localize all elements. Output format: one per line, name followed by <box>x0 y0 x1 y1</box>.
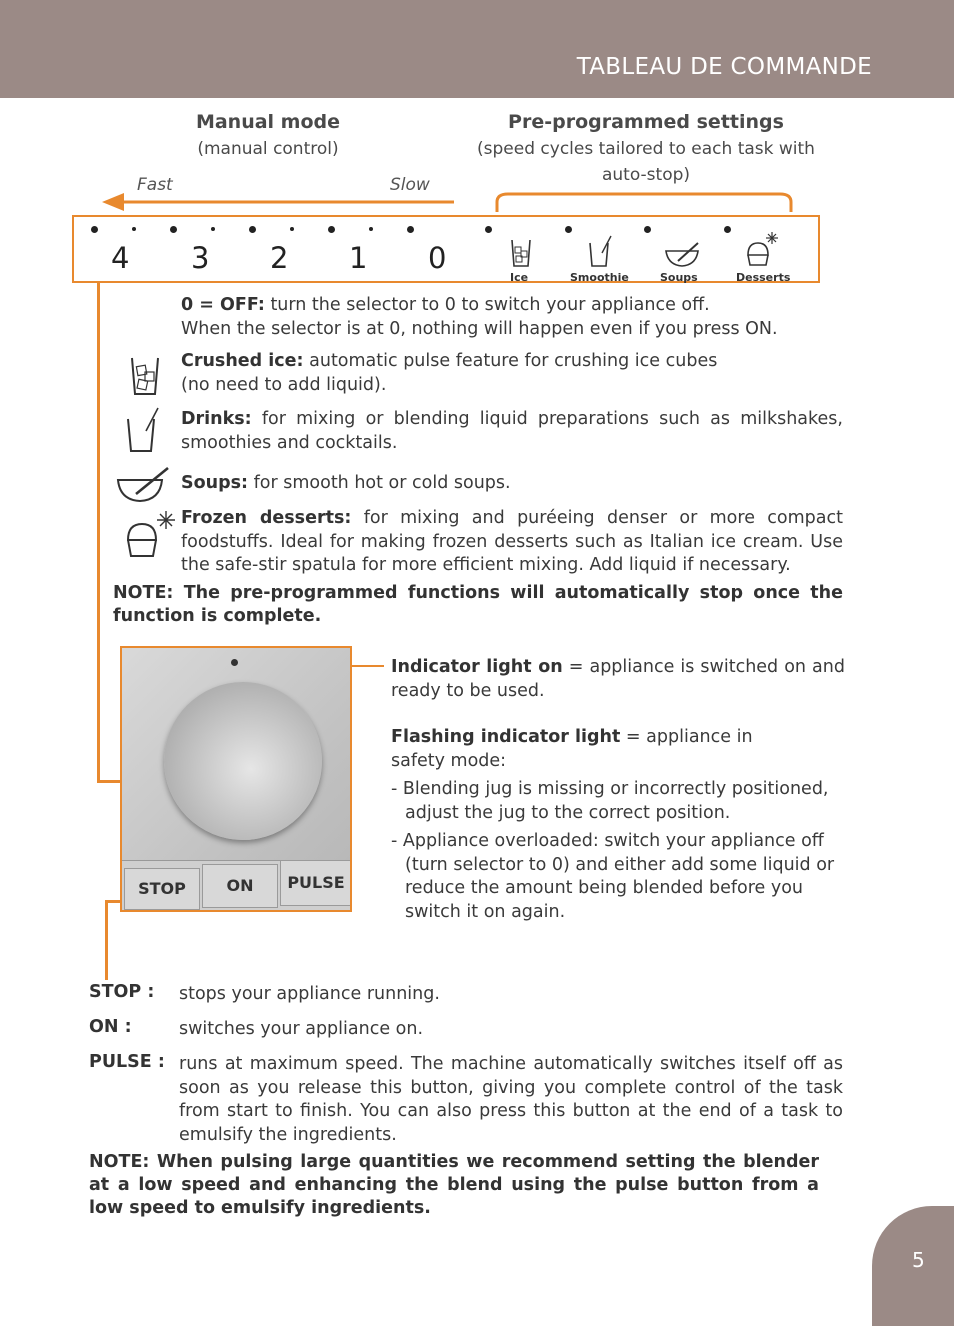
indicator-flash <box>391 726 811 773</box>
indicator-on <box>391 656 845 703</box>
header-bar <box>0 0 954 98</box>
setting-off-text: turn the selector to 0 to switch your appliance off. <box>270 295 710 315</box>
setting-drinks-text: for mixing or blending liquid preparations such as milkshakes, smoothies and cocktails. <box>181 409 843 453</box>
connector-line <box>97 283 100 782</box>
dot-large <box>249 226 256 233</box>
pulse-text: runs at maximum speed. The machine automatically switches itself off as soon as you release this button, giving you complete control of the task from start to finish. You can also press this button at the end of a task to emulsify the ingredients. <box>179 1054 843 1145</box>
ice-icon <box>509 237 533 269</box>
setting-ice <box>181 350 841 397</box>
indicator-on-text: = appliance is switched on and ready to be used. <box>391 657 845 701</box>
indicator-flash-text: = appliance in safety mode: <box>391 727 753 771</box>
panel-pulse-button[interactable]: PULSE <box>280 860 352 906</box>
setting-off-label: 0 = OFF: <box>181 295 265 315</box>
selector-knob[interactable] <box>164 682 322 840</box>
soup-bowl-icon <box>116 466 170 504</box>
smoothie-icon <box>586 233 614 269</box>
stop-text: stops your appliance running. <box>179 984 440 1004</box>
drinks-icon <box>124 405 162 455</box>
setting-desserts-label: Frozen desserts: <box>181 508 352 528</box>
speed-0: 0 <box>428 241 447 275</box>
dot-small <box>369 227 373 231</box>
setting-soups-label: Soups: <box>181 473 249 493</box>
setting-soups-text: for smooth hot or cold soups. <box>253 473 511 493</box>
page-number: 5 <box>912 1248 925 1272</box>
speed-1: 1 <box>349 241 368 275</box>
setting-ice-label: Crushed ice: <box>181 351 304 371</box>
panel-on-button[interactable]: ON <box>202 864 278 908</box>
pulse-note: NOTE: When pulsing large quantities we recommend setting the blender at a low speed and enhancing the blend using the pulse button from a low speed to emulsify ingredients. <box>89 1152 819 1218</box>
dot-large <box>328 226 335 233</box>
dot-large <box>91 226 98 233</box>
preprog-subtitle-1: (speed cycles tailored to each task with <box>477 139 815 159</box>
dot-large <box>407 226 414 233</box>
dot-large <box>644 226 651 233</box>
program-ice-label: Ice <box>510 271 529 284</box>
frozen-dessert-icon <box>120 508 180 560</box>
speed-2: 2 <box>270 241 289 275</box>
dot-small <box>290 227 294 231</box>
dot-large <box>170 226 177 233</box>
dot-small <box>211 227 215 231</box>
speed-3: 3 <box>191 241 210 275</box>
crushed-ice-icon <box>128 354 162 398</box>
setting-ice-text-2: (no need to add liquid). <box>181 374 387 395</box>
dot-large <box>565 226 572 233</box>
speed-4: 4 <box>111 241 130 275</box>
setting-ice-text: automatic pulse feature for crushing ice cubes <box>309 351 718 371</box>
soups-icon <box>664 241 700 269</box>
indicator-light <box>231 659 238 666</box>
fast-label: Fast <box>137 175 173 195</box>
indicator-bullet-2: - Appliance overloaded: switch your appliance off (turn selector to 0) and either add some liquid or reduce the amount being blended before you switch it on again. <box>391 831 835 922</box>
setting-off-text-2: When the selector is at 0, nothing will happen even if you press ON. <box>181 318 778 339</box>
setting-drinks-label: Drinks: <box>181 409 252 429</box>
setting-drinks <box>181 408 843 455</box>
dot-large <box>485 226 492 233</box>
pulse-label: PULSE : <box>89 1052 165 1072</box>
dot-small <box>132 227 136 231</box>
preprog-subtitle-2: auto-stop) <box>601 165 691 185</box>
program-soups-label: Soups <box>660 271 698 284</box>
setting-off <box>181 294 841 341</box>
program-smoothie-label: Smoothie <box>570 271 629 284</box>
setting-desserts <box>181 507 843 578</box>
stop-label: STOP : <box>89 982 155 1002</box>
program-desserts-label: Desserts <box>736 271 791 284</box>
speed-arrow-icon <box>100 190 460 214</box>
setting-soups <box>181 472 841 496</box>
panel-stop-button[interactable]: STOP <box>124 868 200 910</box>
indicator-flash-label: Flashing indicator light <box>391 727 621 747</box>
dot-large <box>724 226 731 233</box>
slow-label: Slow <box>390 175 430 195</box>
indicator-bullet-1: - Blending jug is missing or incorrectly positioned, adjust the jug to the correct position. <box>391 779 829 823</box>
selector-dial-scale <box>72 215 820 283</box>
desserts-icon <box>742 229 784 269</box>
on-text: switches your appliance on. <box>179 1019 424 1039</box>
preprog-title: Pre-programmed settings <box>508 111 784 133</box>
indicator-on-label: Indicator light on <box>391 657 563 677</box>
page-title: TABLEAU DE COMMANDE <box>576 54 872 80</box>
preprog-bracket <box>494 190 796 214</box>
manual-mode-subtitle: (manual control) <box>197 139 339 159</box>
preprog-note: NOTE: The pre-programmed functions will automatically stop once the function is complete. <box>113 583 843 626</box>
manual-mode-title: Manual mode <box>195 111 341 133</box>
control-panel-photo <box>120 646 352 912</box>
setting-desserts-text: for mixing and puréeing denser or more compact foodstuffs. Ideal for making frozen desserts such as Italian ice cream. Use the safe-stir spatula for more efficient mixing. Add liquid if necessary. <box>181 508 843 575</box>
connector-line <box>105 900 108 980</box>
on-label: ON : <box>89 1017 132 1037</box>
connector-line <box>97 780 122 783</box>
